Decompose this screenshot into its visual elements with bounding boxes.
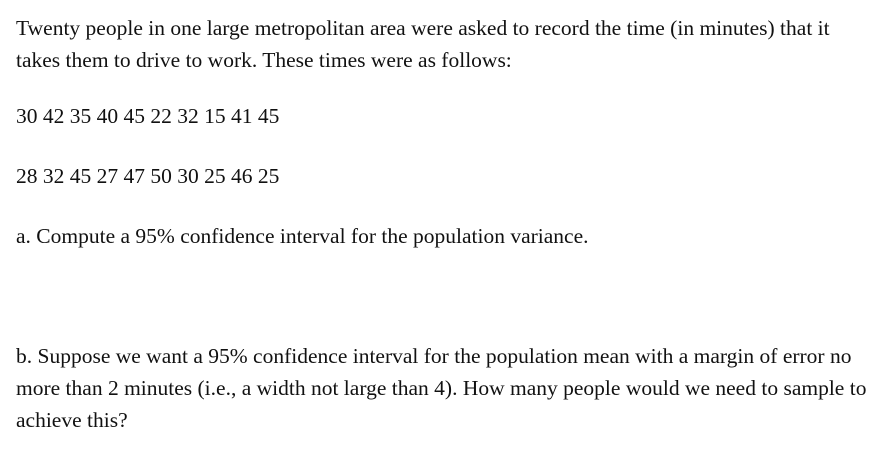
problem-document bbox=[16, 12, 872, 436]
question-part-b: b. Suppose we want a 95% confidence interval for the population mean with a margin of error no more than 2 minutes (i.e., a width not large than 4). How many people would we need to sample to achieve this? bbox=[16, 344, 867, 432]
data-values-row-1: 30 42 35 40 45 22 32 15 41 45 bbox=[16, 104, 280, 128]
problem-intro: Twenty people in one large metropolitan area were asked to record the time (in minutes) that it takes them to drive to work. These times were as follows: bbox=[16, 16, 830, 72]
question-part-a: a. Compute a 95% confidence interval for the population variance. bbox=[16, 224, 589, 248]
data-values-row-2: 28 32 45 27 47 50 30 25 46 25 bbox=[16, 164, 280, 188]
